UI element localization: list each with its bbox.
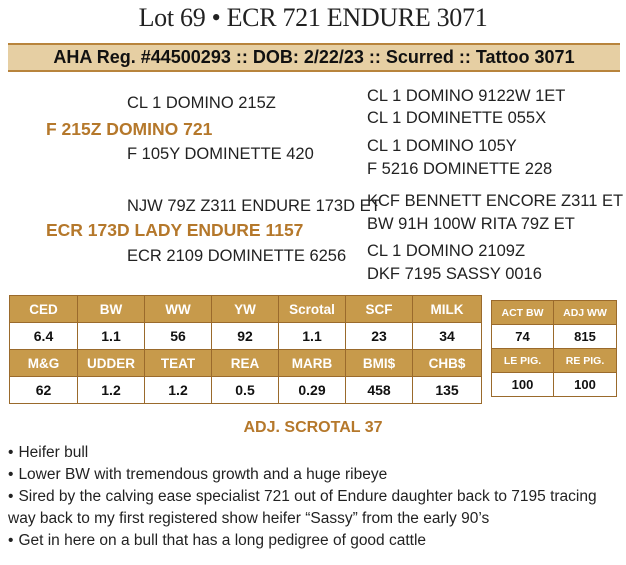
epd-value: 23	[346, 323, 413, 350]
notes-list	[8, 442, 622, 552]
actual-value: 100	[492, 373, 554, 397]
dam-sire: NJW 79Z Z311 ENDURE 173D ET	[127, 197, 381, 215]
epd-value: 458	[346, 377, 413, 404]
epd-table	[9, 295, 482, 404]
epd-header: Scrotal	[279, 296, 346, 323]
epd-value: 34	[413, 323, 482, 350]
sire-sire-sire: CL 1 DOMINO 9122W 1ET	[367, 87, 566, 105]
epd-header-row	[10, 296, 482, 323]
note-item: • Heifer bull	[8, 442, 622, 464]
epd-value: 1.1	[78, 323, 145, 350]
actual-data-table	[491, 300, 617, 397]
epd-header: YW	[212, 296, 279, 323]
dam-sire-dam: BW 91H 100W RITA 79Z ET	[367, 215, 575, 233]
dam-dam-sire: CL 1 DOMINO 2109Z	[367, 242, 526, 260]
epd-value-row	[10, 323, 482, 350]
epd-header: M&G	[10, 350, 78, 377]
epd-value: 0.5	[212, 377, 279, 404]
epd-value: 0.29	[279, 377, 346, 404]
note-item: • Sired by the calving ease specialist 721 out of Endure daughter back to 7195 tracing way back to my first registered show heifer “Sassy” from the early 90’s	[8, 486, 622, 530]
epd-header: UDDER	[78, 350, 145, 377]
epd-header: BW	[78, 296, 145, 323]
sire-dam: F 105Y DOMINETTE 420	[127, 145, 314, 163]
epd-header: WW	[145, 296, 212, 323]
epd-value: 56	[145, 323, 212, 350]
sire-dam-sire: CL 1 DOMINO 105Y	[367, 137, 517, 155]
dam-sire-sire: KCF BENNETT ENCORE Z311 ET	[367, 192, 624, 210]
epd-value-row	[10, 377, 482, 404]
lot-title: Lot 69 • ECR 721 ENDURE 3071	[138, 3, 488, 32]
epd-value: 1.1	[279, 323, 346, 350]
dam-dam-dam: DKF 7195 SASSY 0016	[367, 265, 542, 283]
adj-scrotal: ADJ. SCROTAL 37	[243, 419, 383, 436]
epd-header: TEAT	[145, 350, 212, 377]
actual-header: ADJ WW	[554, 301, 617, 325]
epd-header-row	[10, 350, 482, 377]
actual-header-row	[492, 349, 617, 373]
sire: F 215Z DOMINO 721	[46, 119, 213, 139]
sire-sire: CL 1 DOMINO 215Z	[127, 94, 276, 112]
epd-header: BMI$	[346, 350, 413, 377]
sire-dam-dam: F 5216 DOMINETTE 228	[367, 160, 553, 178]
actual-header: RE PIG.	[554, 349, 617, 373]
epd-value: 62	[10, 377, 78, 404]
epd-header: REA	[212, 350, 279, 377]
actual-value-row	[492, 325, 617, 349]
actual-value: 74	[492, 325, 554, 349]
dam-dam: ECR 2109 DOMINETTE 6256	[127, 247, 347, 265]
epd-header: CED	[10, 296, 78, 323]
actual-value: 100	[554, 373, 617, 397]
note-item: • Get in here on a bull that has a long pedigree of good cattle	[8, 530, 622, 552]
epd-header: MARB	[279, 350, 346, 377]
actual-header: ACT BW	[492, 301, 554, 325]
note-item: • Lower BW with tremendous growth and a huge ribeye	[8, 464, 622, 486]
epd-header: MILK	[413, 296, 482, 323]
epd-value: 135	[413, 377, 482, 404]
actual-header-row	[492, 301, 617, 325]
epd-header: SCF	[346, 296, 413, 323]
epd-header: CHB$	[413, 350, 482, 377]
epd-value: 6.4	[10, 323, 78, 350]
actual-value: 815	[554, 325, 617, 349]
actual-header: LE PIG.	[492, 349, 554, 373]
epd-value: 92	[212, 323, 279, 350]
epd-value: 1.2	[145, 377, 212, 404]
dam: ECR 173D LADY ENDURE 1157	[46, 220, 304, 240]
registration-band: AHA Reg. #44500293 :: DOB: 2/22/23 :: Scurred :: Tattoo 3071	[8, 43, 620, 72]
epd-value: 1.2	[78, 377, 145, 404]
actual-value-row	[492, 373, 617, 397]
sire-sire-dam: CL 1 DOMINETTE 055X	[367, 109, 547, 127]
